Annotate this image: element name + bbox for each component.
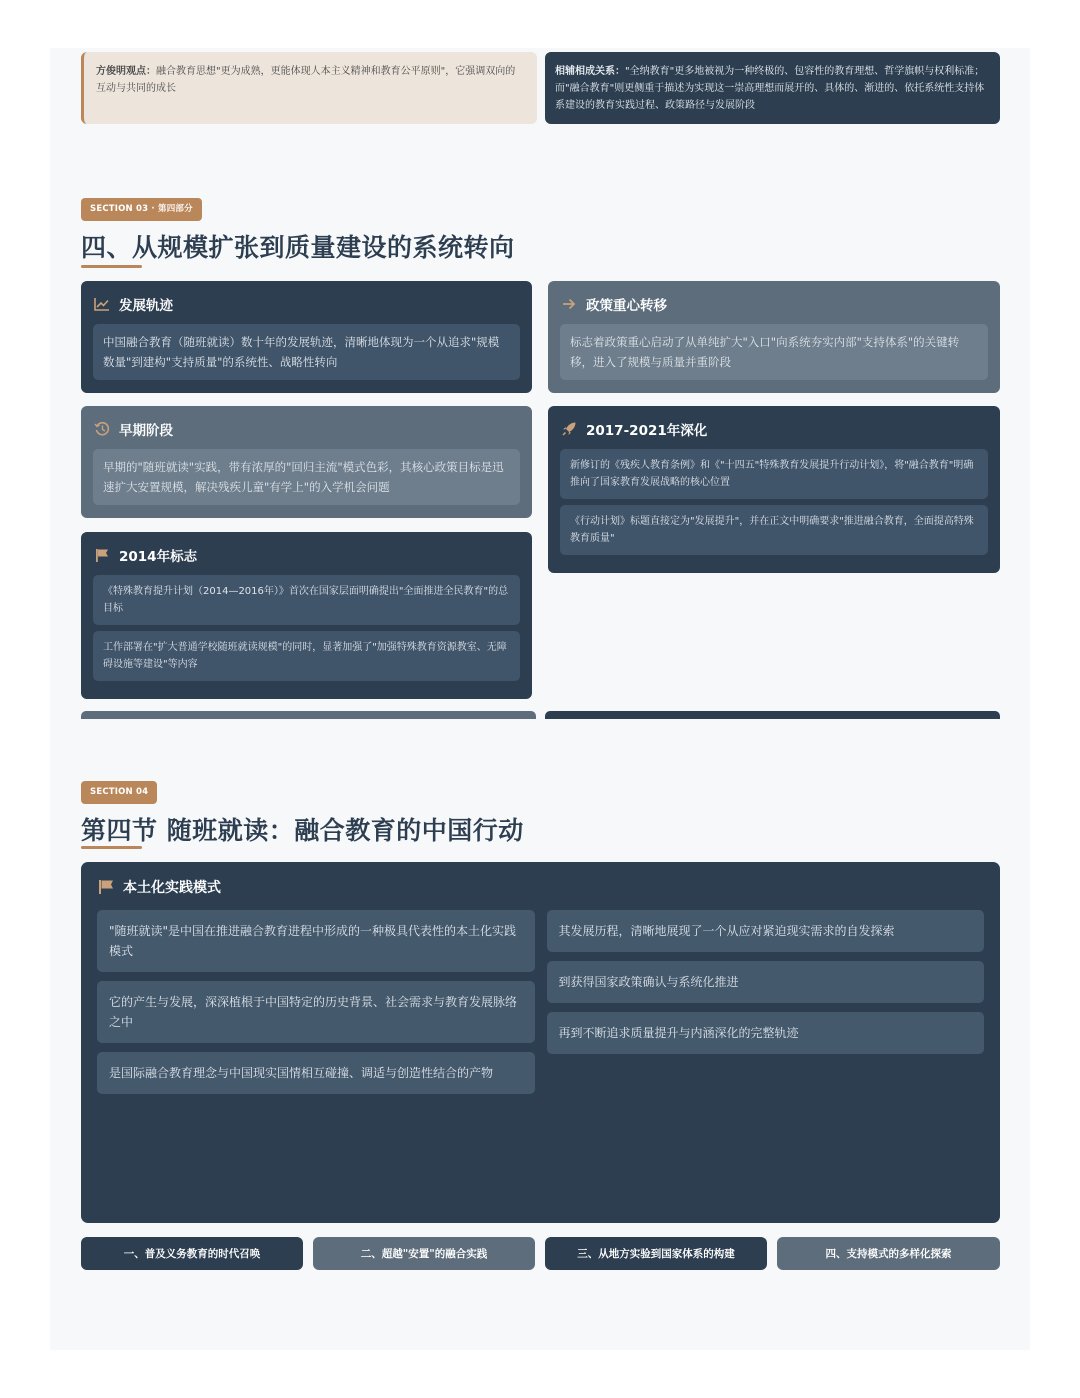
history-icon [93, 420, 111, 438]
card-title: 2017-2021年深化 [586, 423, 708, 439]
card-title: 发展轨迹 [119, 298, 173, 314]
list-item: 再到不断追求质量提升与内涵深化的完整轨迹 [547, 1012, 985, 1054]
card-title: 2014年标志 [119, 549, 198, 565]
nav-button-4[interactable]: 四、支持模式的多样化探索 [777, 1237, 1000, 1270]
card-peek [545, 711, 1000, 719]
chart-line-icon [93, 295, 111, 313]
card-2014-milestone [81, 532, 532, 699]
card-peek [81, 711, 536, 719]
nav-button-3[interactable]: 三、从地方实验到国家体系的构建 [545, 1237, 767, 1270]
card-header [97, 876, 984, 898]
right-column [547, 910, 985, 1094]
list-item: 到获得国家政策确认与系统化推进 [547, 961, 985, 1003]
section-badge: SECTION 03 · 第四部分 [81, 198, 202, 221]
left-column [97, 910, 535, 1094]
card-early-stage [81, 406, 532, 518]
card-content: 标志着政策重心启动了从单纯扩大"入口"向系统夯实内部"支持体系"的关键转移，进入了规模与质量并重阶段 [560, 324, 988, 380]
section-title: 第四节 随班就读：融合教育的中国行动 [81, 816, 524, 845]
card-header [560, 293, 988, 315]
quote-complementary-relation [545, 52, 1000, 124]
card-header [93, 293, 520, 315]
card-content: 中国融合教育（随班就读）数十年的发展轨迹，清晰地体现为一个从追求"规模数量"到建构"支持质量"的系统性、战略性转向 [93, 324, 520, 380]
card-development-trajectory [81, 281, 532, 393]
arrow-right-icon [560, 295, 578, 313]
quote-fang-junming [81, 52, 537, 124]
card-policy-shift [548, 281, 1000, 393]
content-grid [97, 910, 984, 1094]
card-localized-practice [81, 862, 1000, 1223]
title-underline [81, 265, 142, 268]
card-header [93, 544, 520, 566]
title-underline [81, 846, 142, 849]
section-title: 四、从规模扩张到质量建设的系统转向 [81, 233, 515, 262]
list-item: 其发展历程，清晰地展现了一个从应对紧迫现实需求的自发探索 [547, 910, 985, 952]
card-title: 政策重心转移 [586, 298, 667, 314]
quote-label: 相辅相成关系： [555, 66, 625, 77]
card-title: 早期阶段 [119, 423, 173, 439]
nav-button-2[interactable]: 二、超越"安置"的融合实践 [313, 1237, 535, 1270]
card-content: 工作部署在"扩大普通学校随班就读规模"的同时，显著加强了"加强特殊教育资源教室、无障碍设施等建设"等内容 [93, 631, 520, 681]
card-content: 《行动计划》标题直接定为"发展提升"，并在正文中明确要求"推进融合教育，全面提高特殊教育质量" [560, 505, 988, 555]
card-content: 《特殊教育提升计划（2014—2016年）》首次在国家层面明确提出"全面推进全民教育"的总目标 [93, 575, 520, 625]
card-deepening-2017-2021 [548, 406, 1000, 573]
quote-label: 方俊明观点： [96, 66, 156, 77]
list-item: 是国际融合教育理念与中国现实国情相互碰撞、调适与创造性结合的产物 [97, 1052, 535, 1094]
quote-text: 融合教育思想"更为成熟，更能体现人本主义精神和教育公平原则"，它强调双向的互动与共同的成长 [96, 66, 516, 94]
section-badge: SECTION 04 [81, 781, 157, 804]
card-header [560, 418, 988, 440]
list-item: "随班就读"是中国在推进融合教育进程中形成的一种极具代表性的本土化实践模式 [97, 910, 535, 972]
card-content: 新修订的《残疾人教育条例》和《"十四五"特殊教育发展提升行动计划》，将"融合教育"明确推向了国家教育发展战略的核心位置 [560, 449, 988, 499]
rocket-icon [560, 420, 578, 438]
flag-icon [93, 546, 111, 564]
list-item: 它的产生与发展，深深植根于中国特定的历史背景、社会需求与教育发展脉络之中 [97, 981, 535, 1043]
card-content: 早期的"随班就读"实践，带有浓厚的"回归主流"模式色彩，其核心政策目标是迅速扩大安置规模，解决残疾儿童"有学上"的入学机会问题 [93, 449, 520, 505]
flag-icon [97, 878, 115, 896]
card-title: 本土化实践模式 [123, 880, 221, 896]
nav-button-1[interactable]: 一、普及义务教育的时代召唤 [81, 1237, 303, 1270]
card-header [93, 418, 520, 440]
quote-text: "全纳教育"更多地被视为一种终极的、包容性的教育理想、哲学旗帜与权利标准；而"融合教育"则更侧重于描述为实现这一崇高理想而展开的、具体的、渐进的、依托系统性支持体系建设的教育实践过程、政策路径与发展阶段 [555, 66, 985, 111]
